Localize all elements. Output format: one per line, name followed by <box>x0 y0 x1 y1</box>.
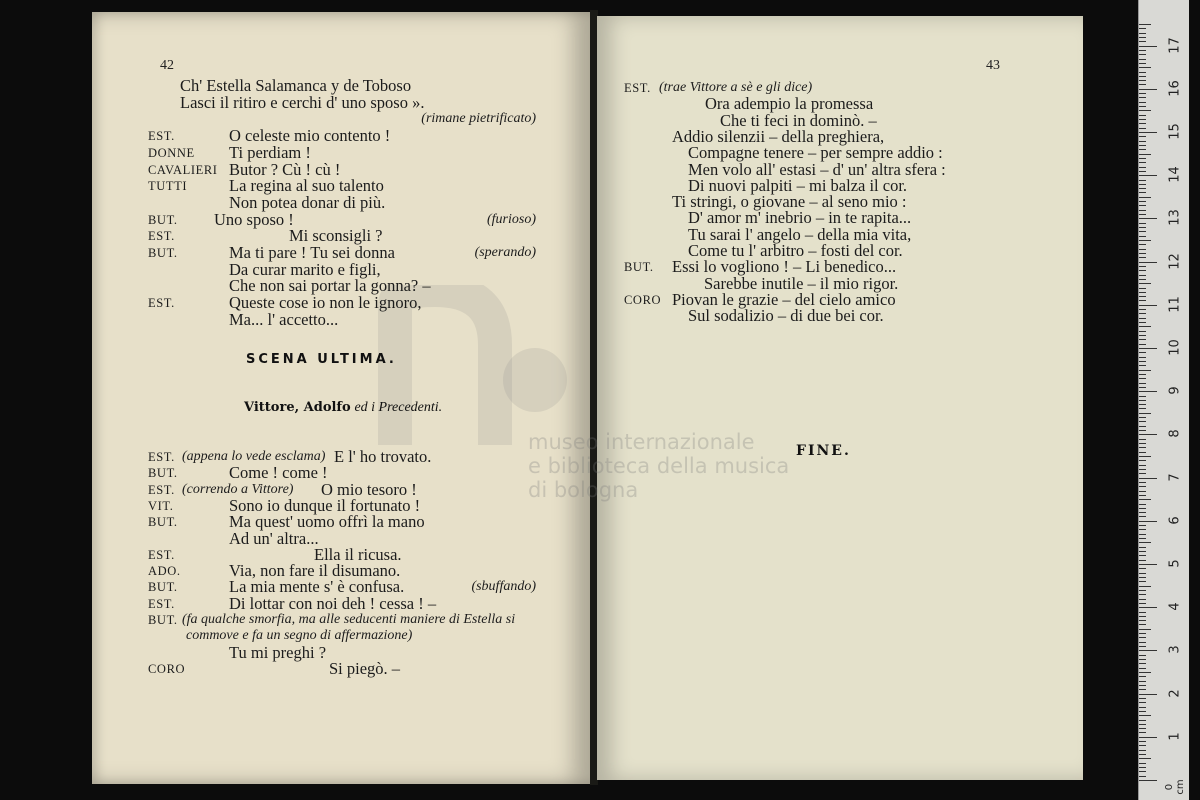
ruler-tick <box>1139 387 1146 388</box>
ruler-tick <box>1139 214 1146 215</box>
ruler-tick <box>1139 154 1151 155</box>
ruler-tick <box>1139 197 1151 198</box>
ruler-tick <box>1139 499 1151 500</box>
verse-line: Si piegò. – <box>329 658 401 678</box>
ruler-tick <box>1139 469 1146 470</box>
ruler-tick <box>1139 279 1146 280</box>
speaker-label: EST. <box>148 229 175 244</box>
speaker-label: EST. <box>148 450 175 464</box>
ruler-tick <box>1139 296 1146 297</box>
ruler-tick <box>1139 141 1146 142</box>
ruler-tick <box>1139 707 1146 708</box>
measurement-ruler <box>1138 0 1189 800</box>
ruler-tick <box>1139 577 1146 578</box>
ruler-tick <box>1139 776 1146 777</box>
ruler-number: 13 <box>1167 209 1183 227</box>
ruler-tick <box>1139 404 1146 405</box>
verse-line: Non potea donar di più. <box>229 192 386 212</box>
ruler-unit-label: 0 cm <box>1164 779 1186 795</box>
ruler-tick <box>1139 698 1146 699</box>
ruler-tick <box>1139 335 1146 336</box>
ruler-tick <box>1139 223 1146 224</box>
ruler-tick <box>1139 396 1146 397</box>
ruler-tick <box>1139 46 1157 47</box>
ruler-number: 7 <box>1167 472 1183 482</box>
ruler-tick <box>1139 547 1146 548</box>
speaker-label: EST. <box>148 129 175 144</box>
ruler-tick <box>1139 663 1146 664</box>
ruler-number: 4 <box>1167 602 1183 611</box>
ruler-tick <box>1139 63 1146 64</box>
verse-line: Tu mi preghi ? <box>229 642 327 662</box>
ruler-tick <box>1139 201 1146 202</box>
ruler-tick <box>1139 331 1146 332</box>
ruler-number: 8 <box>1167 429 1183 439</box>
ruler-tick <box>1139 50 1146 51</box>
ruler-tick <box>1139 93 1146 94</box>
ruler-tick <box>1139 184 1146 185</box>
verse-line: Addio silenzii – della preghiera, <box>672 126 885 146</box>
speaker-label: VIT. <box>148 498 174 513</box>
stage-direction: (sbuffando) <box>471 579 536 595</box>
ruler-tick <box>1139 149 1146 150</box>
ruler-tick <box>1139 110 1151 111</box>
ruler-tick <box>1139 305 1157 306</box>
ruler-tick <box>1139 616 1146 617</box>
ruler-number: 15 <box>1167 123 1183 140</box>
ruler-tick <box>1139 607 1157 608</box>
ruler-number: 9 <box>1167 386 1183 395</box>
ruler-tick <box>1139 508 1146 509</box>
ruler-tick <box>1139 80 1146 81</box>
ruler-tick <box>1139 275 1146 276</box>
verse-line: O mio tesoro ! <box>321 479 417 499</box>
verse-line: Ch' Estella Salamanca y de Toboso <box>180 76 412 95</box>
ruler-tick <box>1139 72 1146 73</box>
ruler-tick <box>1139 732 1146 733</box>
ruler-tick <box>1139 37 1146 38</box>
ruler-tick <box>1139 460 1146 461</box>
verse-line: Ma... l' accetto... <box>229 309 339 329</box>
ruler-tick <box>1139 465 1146 466</box>
ruler-number: 2 <box>1167 688 1183 698</box>
page-number-right: 43 <box>986 58 1000 73</box>
ruler-tick <box>1139 158 1146 159</box>
ruler-tick <box>1139 629 1151 630</box>
ruler-tick <box>1139 322 1146 323</box>
ruler-tick <box>1139 421 1146 422</box>
speaker-label: EST. <box>148 596 175 611</box>
ruler-tick <box>1139 257 1146 258</box>
ruler-tick <box>1139 456 1151 457</box>
ruler-tick <box>1139 590 1146 591</box>
speaker-label: BUT. <box>148 466 178 481</box>
ruler-tick <box>1139 132 1157 133</box>
ruler-tick <box>1139 564 1157 565</box>
ruler-tick <box>1139 495 1146 496</box>
ruler-tick <box>1139 309 1146 310</box>
ruler-tick <box>1139 482 1146 483</box>
verse-line: Butor ? Cù ! cù ! <box>229 159 341 179</box>
ruler-tick <box>1139 681 1146 682</box>
ruler-tick <box>1139 581 1146 582</box>
ruler-tick <box>1139 555 1146 556</box>
ruler-tick <box>1139 478 1157 479</box>
ruler-tick <box>1139 266 1146 267</box>
ruler-tick <box>1139 210 1146 211</box>
ruler-tick <box>1139 231 1146 232</box>
verse-line: Di nuovi palpiti – mi balza il cor. <box>688 175 908 195</box>
ruler-tick <box>1139 560 1146 561</box>
ruler-tick <box>1139 253 1146 254</box>
ruler-tick <box>1139 59 1146 60</box>
ruler-tick <box>1139 642 1146 643</box>
watermark-line: di bologna <box>528 478 639 502</box>
ruler-tick <box>1139 771 1146 772</box>
ruler-tick <box>1139 452 1146 453</box>
ruler-tick <box>1139 361 1146 362</box>
ruler-tick <box>1139 659 1146 660</box>
ruler-tick <box>1139 188 1146 189</box>
verse-line: Come tu l' arbitro – fosti del cor. <box>688 241 903 260</box>
watermark-line: e biblioteca della musica <box>528 454 790 478</box>
ruler-tick <box>1139 218 1157 219</box>
ruler-tick <box>1139 283 1151 284</box>
ruler-tick <box>1139 612 1146 613</box>
ruler-tick <box>1139 84 1146 85</box>
ruler-number: 12 <box>1167 252 1183 270</box>
verse-line: Ora adempio la promessa <box>705 94 874 114</box>
verse-line: Uno sposo ! <box>214 209 294 229</box>
ruler-tick <box>1139 28 1146 29</box>
ruler-tick <box>1139 754 1146 755</box>
speaker-label: EST. <box>148 482 175 497</box>
cast-rest: ed i Precedenti. <box>354 400 443 415</box>
ruler-tick <box>1139 318 1146 319</box>
verse-line: Da curar marito e figli, <box>229 259 381 279</box>
ruler-tick <box>1139 339 1146 340</box>
page-number-left: 42 <box>160 58 174 73</box>
ruler-tick <box>1139 249 1146 250</box>
verse-line: Che non sai portar la gonna? – <box>229 276 431 296</box>
stage-direction: (correndo a Vittore) <box>182 481 294 497</box>
ruler-tick <box>1139 365 1146 366</box>
ruler-tick <box>1139 780 1157 781</box>
ruler-tick <box>1139 573 1146 574</box>
verse-line: Come ! come ! <box>229 463 328 483</box>
ruler-number: 14 <box>1167 166 1183 183</box>
stage-direction: commove e fa un segno di affermazione) <box>186 628 413 644</box>
cast-names: Vittore, Adolfo <box>244 400 351 415</box>
ruler-tick <box>1139 711 1146 712</box>
ruler-tick <box>1139 637 1146 638</box>
verse-line: Sul sodalizio – di due bei cor. <box>688 306 884 326</box>
ruler-tick <box>1139 586 1151 587</box>
verse-line: Che ti feci in dominò. – <box>720 110 877 130</box>
ruler-tick <box>1139 694 1157 695</box>
ruler-tick <box>1139 434 1157 435</box>
speaker-label: BUT. <box>148 246 178 260</box>
ruler-tick <box>1139 715 1151 716</box>
ruler-tick <box>1139 41 1146 42</box>
ruler-tick <box>1139 123 1146 124</box>
ruler-tick <box>1139 646 1146 647</box>
speaker-label: BUT. <box>624 260 654 275</box>
ruler-tick <box>1139 702 1146 703</box>
ruler-tick <box>1139 326 1151 327</box>
ruler-tick <box>1139 408 1146 409</box>
verse-line: Tu sarai l' angelo – della mia vita, <box>688 224 912 244</box>
speaker-label: DONNE <box>148 145 195 160</box>
verse-line: Di lottar con noi deh ! cessa ! – <box>229 593 437 613</box>
verse-line: Ma quest' uomo offrì la mano <box>229 512 425 532</box>
speaker-label: CORO <box>624 292 662 307</box>
scene-cast <box>244 399 442 416</box>
verse-line: O celeste mio contento ! <box>229 126 391 146</box>
ruler-tick <box>1139 763 1146 764</box>
ruler-tick <box>1139 668 1146 669</box>
ruler-tick <box>1139 262 1157 263</box>
ruler-tick <box>1139 724 1146 725</box>
ruler-number: 3 <box>1167 645 1183 655</box>
ruler-tick <box>1139 292 1146 293</box>
ruler-number: 16 <box>1167 80 1183 97</box>
ruler-tick <box>1139 24 1151 25</box>
ruler-tick <box>1139 767 1146 768</box>
ruler-tick <box>1139 486 1146 487</box>
ruler-tick <box>1139 89 1157 90</box>
stage-direction: (rimane pietrificato) <box>421 111 536 127</box>
ruler-tick <box>1139 175 1157 176</box>
ruler-tick <box>1139 400 1146 401</box>
ruler-tick <box>1139 750 1146 751</box>
ruler-tick <box>1139 655 1146 656</box>
ruler-tick <box>1139 745 1146 746</box>
ruler-tick <box>1139 352 1146 353</box>
speaker-label: EST. <box>148 296 175 311</box>
ruler-tick <box>1139 192 1146 193</box>
ruler-tick <box>1139 491 1146 492</box>
speaker-label: BUT. <box>148 613 178 627</box>
verse-line: Ad un' altra... <box>229 528 319 548</box>
verse-line: Ma ti pare ! Tu sei donna <box>229 243 395 262</box>
stage-direction: (furioso) <box>487 211 536 227</box>
stage-direction: (trae Vittore a sè e gli dice) <box>659 80 813 95</box>
speaker-label: TUTTI <box>148 179 188 194</box>
ruler-tick <box>1139 676 1146 677</box>
ruler-tick <box>1139 417 1146 418</box>
ruler-tick <box>1139 728 1146 729</box>
ruler-tick <box>1139 374 1146 375</box>
ruler-tick <box>1139 551 1146 552</box>
speaker-label: BUT. <box>148 580 178 595</box>
ruler-tick <box>1139 689 1146 690</box>
museum-watermark-text <box>528 430 789 502</box>
speaker-label: CAVALIERI <box>148 162 218 177</box>
ruler-tick <box>1139 443 1146 444</box>
speaker-label: EST. <box>148 547 175 562</box>
verse-line: Sarebbe inutile – il mio rigor. <box>704 273 899 293</box>
verse-line: Lasci il ritiro e cerchi d' uno sposo ». <box>180 92 425 112</box>
ruler-tick <box>1139 720 1146 721</box>
ruler-tick <box>1139 758 1151 759</box>
ruler-tick <box>1139 119 1146 120</box>
speaker-label: CORO <box>148 661 186 676</box>
ruler-tick <box>1139 128 1146 129</box>
verse-line: Via, non fare il disumano. <box>229 561 401 581</box>
ruler-tick <box>1139 504 1146 505</box>
ruler-tick <box>1139 672 1151 673</box>
ruler-tick <box>1139 430 1146 431</box>
ruler-tick <box>1139 529 1146 530</box>
verse-line: Queste cose io non le ignoro, <box>229 293 422 313</box>
ruler-number: 10 <box>1167 339 1183 356</box>
ruler-tick <box>1139 205 1146 206</box>
end-word: FINE. <box>796 443 851 459</box>
ruler-tick <box>1139 180 1146 181</box>
ruler-tick <box>1139 357 1146 358</box>
stage-direction: (sperando) <box>474 245 536 260</box>
ruler-tick <box>1139 348 1157 349</box>
speaker-label: ADO. <box>148 564 181 579</box>
ruler-tick <box>1139 344 1146 345</box>
ruler-tick <box>1139 542 1151 543</box>
ruler-tick <box>1139 244 1146 245</box>
ruler-number: 11 <box>1167 296 1183 313</box>
stage-direction: (fa qualche smorfia, ma alle seducenti maniere di Estella si <box>182 612 516 627</box>
speaker-label: EST. <box>624 81 651 95</box>
verse-line: Essi lo vogliono ! – Li benedico... <box>672 257 897 277</box>
ruler-tick <box>1139 737 1157 738</box>
ruler-tick <box>1139 300 1146 301</box>
verse-line: Piovan le grazie – del cielo amico <box>672 289 896 309</box>
ruler-tick <box>1139 236 1146 237</box>
ruler-tick <box>1139 67 1151 68</box>
ruler-tick <box>1139 538 1146 539</box>
ruler-tick <box>1139 227 1146 228</box>
ruler-tick <box>1139 525 1146 526</box>
ruler-tick <box>1139 473 1146 474</box>
scene-heading: SCENA ULTIMA. <box>246 352 397 367</box>
verse-line: D' amor m' inebrio – in te rapita... <box>688 208 912 228</box>
verse-line: Mi sconsigli ? <box>289 226 383 246</box>
ruler-tick <box>1139 685 1146 686</box>
ruler-number: 6 <box>1167 516 1183 525</box>
verse-line: La regina al suo talento <box>229 176 384 196</box>
verse-line: Ti stringi, o giovane – al seno mio : <box>672 192 907 212</box>
ruler-tick <box>1139 33 1146 34</box>
verse-line: Ella il ricusa. <box>314 544 402 564</box>
verse-line: Sono io dunque il fortunato ! <box>229 495 421 515</box>
ruler-tick <box>1139 512 1146 513</box>
ruler-tick <box>1139 240 1151 241</box>
ruler-tick <box>1139 741 1146 742</box>
verse-line: Compagne tenere – per sempre addio : <box>688 143 943 163</box>
speaker-label: BUT. <box>148 515 178 530</box>
ruler-tick <box>1139 106 1146 107</box>
ruler-tick <box>1139 288 1146 289</box>
ruler-tick <box>1139 378 1146 379</box>
stage-direction: (appena lo vede esclama) <box>182 449 326 464</box>
ruler-number: 5 <box>1167 559 1183 568</box>
ruler-tick <box>1139 313 1146 314</box>
watermark-line: museo internazionale <box>528 430 755 454</box>
ruler-tick <box>1139 521 1157 522</box>
ruler-tick <box>1139 76 1146 77</box>
ruler-tick <box>1139 171 1146 172</box>
ruler-tick <box>1139 603 1146 604</box>
ruler-tick <box>1139 97 1146 98</box>
ruler-tick <box>1139 426 1146 427</box>
ruler-tick <box>1139 633 1146 634</box>
ruler-tick <box>1139 516 1146 517</box>
ruler-tick <box>1139 568 1146 569</box>
ruler-tick <box>1139 624 1146 625</box>
ruler-tick <box>1139 270 1146 271</box>
ruler-number: 17 <box>1167 36 1183 54</box>
verse-line: Ti perdiam ! <box>229 142 311 162</box>
ruler-tick <box>1139 650 1157 651</box>
ruler-tick <box>1139 370 1151 371</box>
ruler-tick <box>1139 136 1146 137</box>
verse-line: E l' ho trovato. <box>334 447 432 466</box>
ruler-tick <box>1139 620 1146 621</box>
speaker-label: BUT. <box>148 212 178 227</box>
ruler-tick <box>1139 102 1146 103</box>
ruler-tick <box>1139 167 1146 168</box>
ruler-tick <box>1139 594 1146 595</box>
ruler-tick <box>1139 162 1146 163</box>
ruler-number: 1 <box>1167 732 1183 741</box>
verse-line: La mia mente s' è confusa. <box>229 577 405 597</box>
ruler-tick <box>1139 534 1146 535</box>
ruler-tick <box>1139 391 1157 392</box>
ruler-tick <box>1139 115 1146 116</box>
ruler-tick <box>1139 439 1146 440</box>
ruler-tick <box>1139 54 1146 55</box>
verse-line: Men volo all' estasi – d' un' altra sfera : <box>688 159 946 179</box>
ruler-tick <box>1139 383 1146 384</box>
ruler-tick <box>1139 599 1146 600</box>
ruler-tick <box>1139 413 1151 414</box>
ruler-tick <box>1139 447 1146 448</box>
ruler-tick <box>1139 145 1146 146</box>
